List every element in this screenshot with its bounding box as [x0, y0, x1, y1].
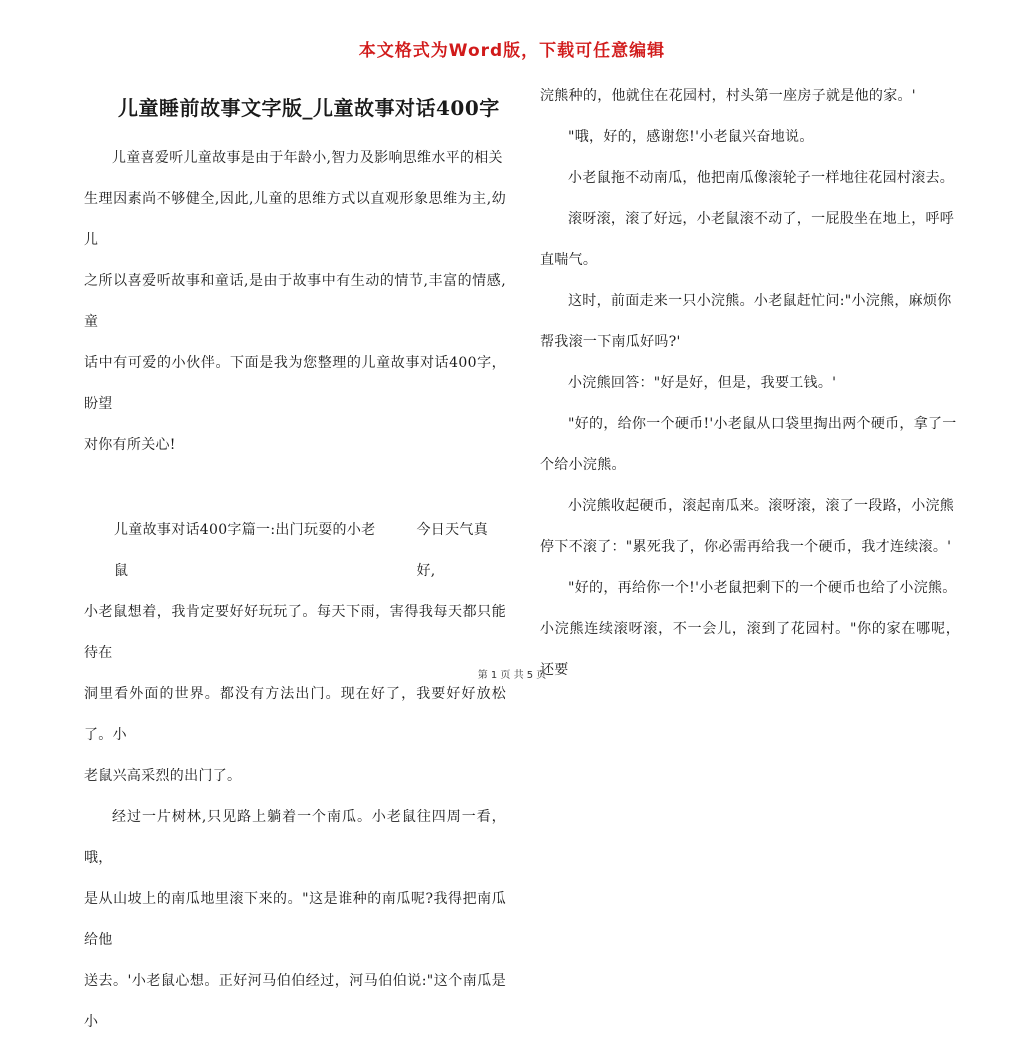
- story-line: "好的，给你一个硬币!'小老鼠从口袋里掏出两个硬币，拿了一: [568, 416, 957, 432]
- story-line: 小老鼠想着，我肯定要好好玩玩了。每天下雨，害得我每天都只能待在: [84, 604, 506, 661]
- page-number: 第 1 页 共 5 页: [477, 670, 547, 681]
- intro-line: 生理因素尚不够健全,因此,儿童的思维方式以直观形象思维为主,幼儿: [84, 191, 506, 248]
- story-paragraph: [540, 158, 960, 199]
- intro-line: 儿童喜爱听儿童故事是由于年龄小,智力及影响思维水平的相关: [112, 150, 503, 166]
- story-line: 小老鼠拖不动南瓜，他把南瓜像滚轮子一样地往花园村滚去。: [568, 170, 955, 186]
- story-paragraph-1: [84, 592, 506, 797]
- edit-notice-banner: 本文格式为Word版，下载可任意编辑: [358, 41, 666, 61]
- story-line: "好的，再给你一个!'小老鼠把剩下的一个硬币也给了小浣熊。: [568, 580, 957, 596]
- intro-line: 话中有可爱的小伙伴。下面是我为您整理的儿童故事对话400字，盼望: [84, 355, 506, 412]
- story-line: "哦，好的，感谢您!'小老鼠兴奋地说。: [568, 129, 814, 145]
- story-line: 小浣熊连续滚呀滚，不一会儿，滚到了花园村。"你的家在哪呢，还要: [540, 621, 960, 678]
- left-column: [84, 138, 506, 1043]
- intro-paragraph: [84, 138, 506, 466]
- document-title: 儿童睡前故事文字版_儿童故事对话400字: [118, 96, 500, 120]
- section-heading: 儿童故事对话400字篇一:出门玩耍的小老鼠: [114, 522, 376, 579]
- story-line: 是从山坡上的南瓜地里滚下来的。"这是谁种的南瓜呢?我得把南瓜给他: [84, 891, 506, 948]
- story-line: 直喘气。: [540, 252, 598, 268]
- story-line: 浣熊种的，他就住在花园村，村头第一座房子就是他的家。': [540, 88, 916, 104]
- story-line: 滚呀滚，滚了好远，小老鼠滚不动了，一屁股坐在地上，呼呼: [568, 211, 955, 227]
- right-column: [540, 76, 960, 691]
- story-paragraph: [540, 76, 960, 117]
- story-paragraph-2: [84, 797, 506, 1043]
- paragraph-spacer: [84, 466, 506, 510]
- story-line: 个给小浣熊。: [540, 457, 626, 473]
- intro-line: 之所以喜爱听故事和童话,是由于故事中有生动的情节,丰富的情感,童: [84, 273, 506, 330]
- story-line: 送去。'小老鼠心想。正好河马伯伯经过，河马伯伯说:"这个南瓜是小: [84, 973, 506, 1030]
- story-line: 小浣熊回答："好是好，但是，我要工钱。': [568, 375, 837, 391]
- story-line: 小浣熊收起硬币，滚起南瓜来。滚呀滚，滚了一段路，小浣熊: [568, 498, 955, 514]
- story-line: 这时，前面走来一只小浣熊。小老鼠赶忙问:"小浣熊，麻烦你: [568, 293, 952, 309]
- story-paragraph: [540, 363, 960, 404]
- section-heading-tail: 今日天气真好,: [416, 522, 488, 579]
- story-line: 老鼠兴高采烈的出门了。: [84, 768, 242, 784]
- story-paragraph: [540, 199, 960, 281]
- intro-line: 对你有所关心!: [84, 437, 176, 453]
- story-line: 洞里看外面的世界。都没有方法出门。现在好了，我要好好放松了。小: [84, 686, 506, 743]
- story-line: 帮我滚一下南瓜好吗?': [540, 334, 681, 350]
- section-heading-row: [84, 510, 506, 592]
- story-line: 经过一片树林,只见路上躺着一个南瓜。小老鼠往四周一看，哦，: [84, 809, 506, 866]
- story-paragraph: [540, 404, 960, 486]
- story-paragraph: [540, 117, 960, 158]
- story-paragraph: [540, 486, 960, 568]
- story-line: 停下不滚了："累死我了，你必需再给我一个硬币，我才连续滚。': [540, 539, 952, 555]
- story-paragraph: [540, 281, 960, 363]
